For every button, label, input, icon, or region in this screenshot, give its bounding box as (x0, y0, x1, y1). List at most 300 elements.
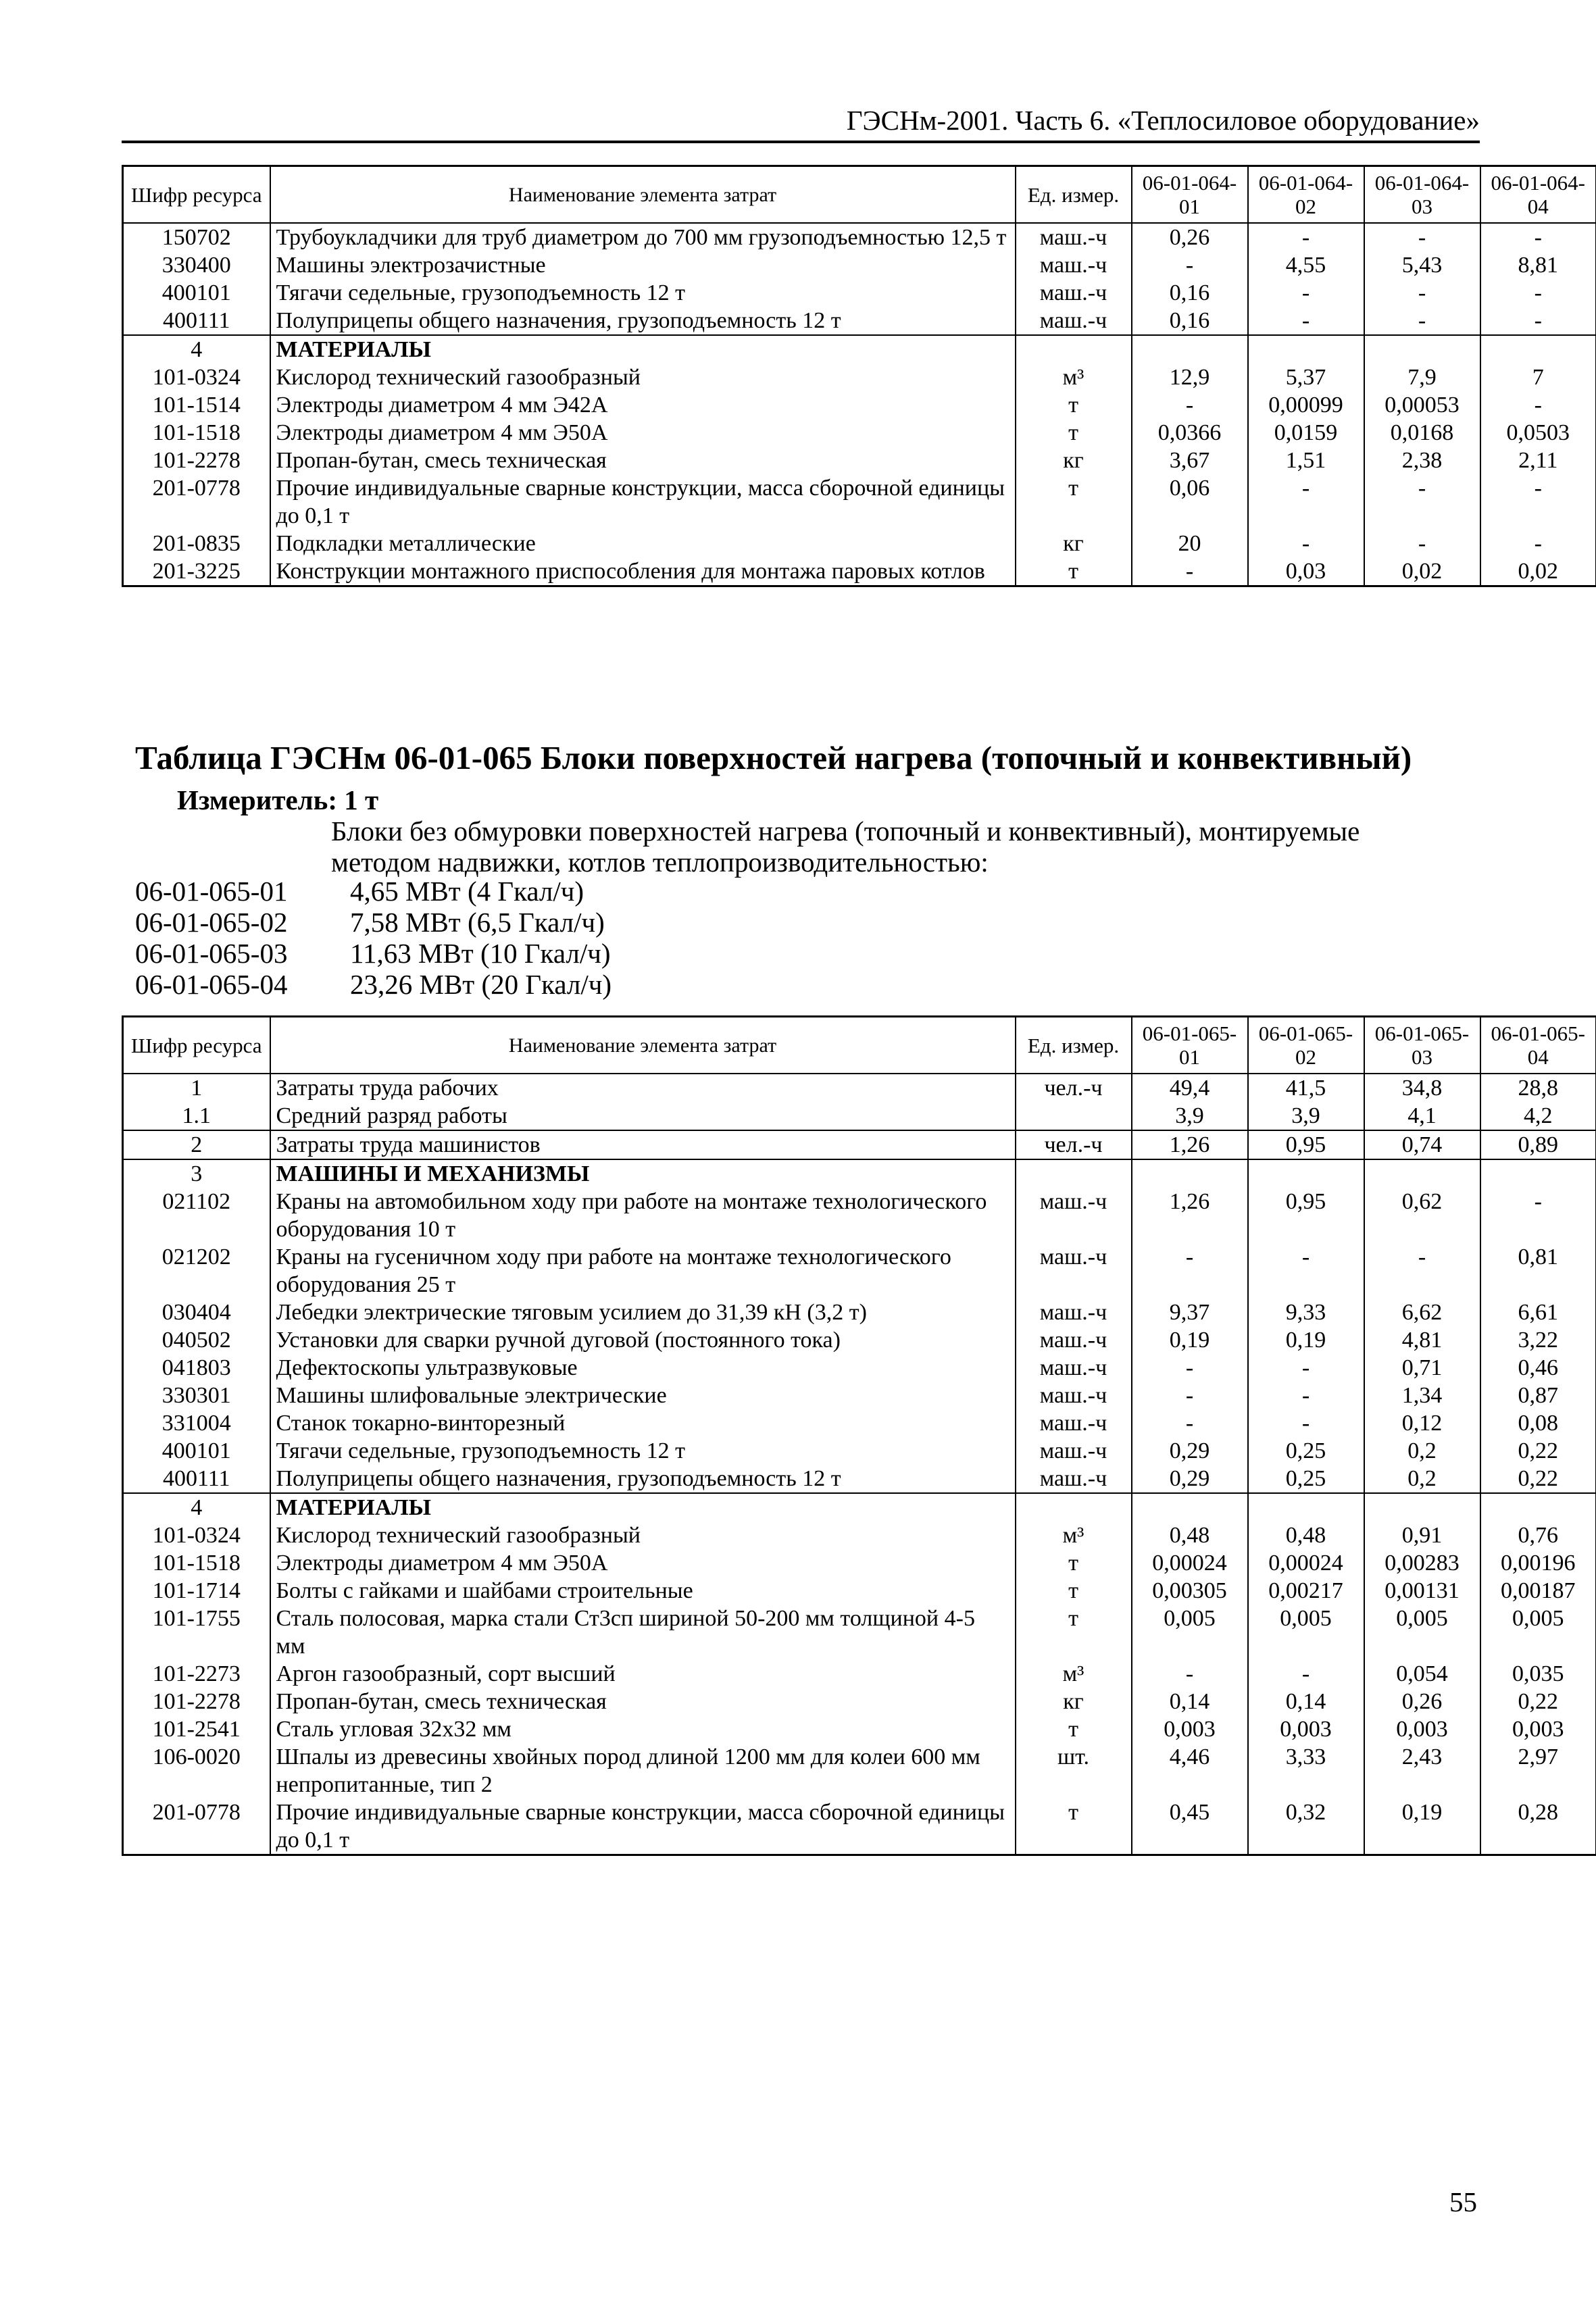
resource-code: 040502 (123, 1326, 270, 1354)
resource-name: Дефектоскопы ультразвуковые (270, 1354, 1016, 1382)
resource-code: 101-2273 (123, 1660, 270, 1688)
resource-name: Полуприцепы общего назначения, грузоподъемность 12 т (270, 1465, 1016, 1493)
value-cell: 4,46 (1132, 1743, 1248, 1799)
value-cell: 0,00187 (1480, 1577, 1596, 1605)
value-cell: 0,02 (1480, 557, 1596, 586)
value-cell: 34,8 (1364, 1074, 1480, 1102)
table-row (123, 1382, 1596, 1409)
value-cell: - (1248, 1660, 1364, 1688)
value-cell (1364, 1159, 1480, 1188)
col-header-variant-2: 06-01-065-02 (1248, 1017, 1364, 1074)
resource-code: 1.1 (123, 1102, 270, 1130)
resource-name: Болты с гайками и шайбами строительные (270, 1577, 1016, 1605)
value-cell: 0,32 (1248, 1799, 1364, 1855)
value-cell: 4,1 (1364, 1102, 1480, 1130)
value-cell: - (1248, 1354, 1364, 1382)
value-cell: 0,02 (1364, 557, 1480, 586)
value-cell: 0,26 (1364, 1688, 1480, 1715)
value-cell: 0,74 (1364, 1130, 1480, 1159)
resource-name: Конструкции монтажного приспособления для монтажа паровых котлов (270, 557, 1016, 586)
unit-cell: м³ (1016, 1660, 1132, 1688)
value-cell: - (1132, 557, 1248, 586)
table-row (123, 1715, 1596, 1743)
value-cell (1248, 1493, 1364, 1521)
col-header-unit: Ед. измер. (1016, 1017, 1132, 1074)
table-row (123, 419, 1596, 447)
value-cell: 2,97 (1480, 1743, 1596, 1799)
resource-name: Трубоукладчики для труб диаметром до 700 мм грузоподъемностью 12,5 т (270, 223, 1016, 251)
table-row (123, 391, 1596, 419)
resource-code: 400101 (123, 279, 270, 307)
unit-cell: маш.-ч (1016, 1354, 1132, 1382)
value-cell: 0,0503 (1480, 419, 1596, 447)
measure-unit: Измеритель: 1 т (177, 784, 379, 815)
value-cell: 9,33 (1248, 1299, 1364, 1326)
value-cell: 0,0366 (1132, 419, 1248, 447)
resource-code: 331004 (123, 1409, 270, 1437)
page-number: 55 (1449, 2186, 1477, 2217)
resource-name: Шпалы из древесины хвойных пород длиной 1200 мм для колеи 600 мм непропитанные, тип 2 (270, 1743, 1016, 1799)
value-cell: 5,43 (1364, 251, 1480, 279)
value-cell: - (1248, 530, 1364, 557)
value-cell: 1,51 (1248, 447, 1364, 474)
value-cell (1480, 1493, 1596, 1521)
table-row (123, 1521, 1596, 1549)
variant-item (135, 969, 612, 1000)
value-cell: - (1248, 223, 1364, 251)
value-cell: 0,005 (1248, 1605, 1364, 1660)
value-cell: - (1132, 251, 1248, 279)
value-cell: 0,00217 (1248, 1577, 1364, 1605)
value-cell: - (1364, 530, 1480, 557)
unit-cell: маш.-ч (1016, 1465, 1132, 1493)
unit-cell: т (1016, 419, 1132, 447)
resource-name: Сталь угловая 32х32 мм (270, 1715, 1016, 1743)
unit-cell: маш.-ч (1016, 223, 1132, 251)
resource-name: Полуприцепы общего назначения, грузоподъемность 12 т (270, 307, 1016, 335)
value-cell: 0,14 (1248, 1688, 1364, 1715)
value-cell: 0,005 (1480, 1605, 1596, 1660)
resource-code: 101-2278 (123, 1688, 270, 1715)
value-cell: 6,62 (1364, 1299, 1480, 1326)
table-row (123, 1243, 1596, 1299)
value-cell: 7,9 (1364, 363, 1480, 391)
col-header-variant-1: 06-01-065-01 (1132, 1017, 1248, 1074)
resource-name: Машины электрозачистные (270, 251, 1016, 279)
section-title: МАШИНЫ И МЕХАНИЗМЫ (270, 1159, 1016, 1188)
value-cell: 0,06 (1132, 474, 1248, 530)
unit-cell: т (1016, 391, 1132, 419)
value-cell: 41,5 (1248, 1074, 1364, 1102)
variant-item (135, 876, 612, 907)
table-row (123, 1188, 1596, 1243)
value-cell: 0,00099 (1248, 391, 1364, 419)
resource-code: 201-0778 (123, 474, 270, 530)
value-cell: 0,22 (1480, 1465, 1596, 1493)
unit-cell: шт. (1016, 1743, 1132, 1799)
table-row (123, 251, 1596, 279)
value-cell: 0,95 (1248, 1188, 1364, 1243)
value-cell: 0,2 (1364, 1437, 1480, 1465)
value-cell: 0,89 (1480, 1130, 1596, 1159)
value-cell: 8,81 (1480, 251, 1596, 279)
value-cell: 0,76 (1480, 1521, 1596, 1549)
unit-cell: м³ (1016, 1521, 1132, 1549)
value-cell: 0,003 (1480, 1715, 1596, 1743)
unit-cell: маш.-ч (1016, 251, 1132, 279)
resource-code: 400101 (123, 1437, 270, 1465)
value-cell (1480, 1159, 1596, 1188)
value-cell: 0,48 (1248, 1521, 1364, 1549)
table-row (123, 1299, 1596, 1326)
table-row (123, 1130, 1596, 1159)
col-header-name: Наименование элемента затрат (270, 1017, 1016, 1074)
value-cell (1132, 335, 1248, 363)
unit-cell: маш.-ч (1016, 1299, 1132, 1326)
resource-code: 330400 (123, 251, 270, 279)
value-cell: - (1364, 1243, 1480, 1299)
value-cell: 0,00024 (1132, 1549, 1248, 1577)
resource-name: Подкладки металлические (270, 530, 1016, 557)
value-cell: 2,43 (1364, 1743, 1480, 1799)
col-header-variant-1: 06-01-064-01 (1132, 166, 1248, 224)
value-cell: - (1364, 223, 1480, 251)
value-cell: 12,9 (1132, 363, 1248, 391)
col-header-variant-3: 06-01-065-03 (1364, 1017, 1480, 1074)
section-title: МАТЕРИАЛЫ (270, 1493, 1016, 1521)
value-cell: 4,55 (1248, 251, 1364, 279)
value-cell (1132, 1159, 1248, 1188)
value-cell: - (1248, 279, 1364, 307)
unit-cell: т (1016, 1605, 1132, 1660)
value-cell: 3,33 (1248, 1743, 1364, 1799)
resource-name: Краны на автомобильном ходу при работе на монтаже технологического оборудования 10 т (270, 1188, 1016, 1243)
resource-code: 101-1755 (123, 1605, 270, 1660)
value-cell: - (1132, 1243, 1248, 1299)
value-cell: 0,62 (1364, 1188, 1480, 1243)
value-cell: - (1132, 391, 1248, 419)
value-cell: - (1132, 1660, 1248, 1688)
unit-cell: т (1016, 557, 1132, 586)
resource-code: 021102 (123, 1188, 270, 1243)
variant-code: 06-01-065-01 (135, 876, 288, 907)
table-body (123, 223, 1596, 586)
value-cell: 0,00131 (1364, 1577, 1480, 1605)
resource-name: Пропан-бутан, смесь техническая (270, 1688, 1016, 1715)
resource-name: Установки для сварки ручной дуговой (постоянного тока) (270, 1326, 1016, 1354)
col-header-variant-3: 06-01-064-03 (1364, 166, 1480, 224)
variant-code: 06-01-065-04 (135, 969, 288, 1000)
value-cell: 1,26 (1132, 1130, 1248, 1159)
value-cell: 0,28 (1480, 1799, 1596, 1855)
table-row (123, 530, 1596, 557)
table-row (123, 1326, 1596, 1354)
unit-cell: кг (1016, 530, 1132, 557)
resource-code: 101-1518 (123, 419, 270, 447)
variant-code: 06-01-065-02 (135, 907, 288, 938)
value-cell: - (1480, 391, 1596, 419)
value-cell: 0,19 (1248, 1326, 1364, 1354)
table-row (123, 1074, 1596, 1102)
resource-code: 400111 (123, 1465, 270, 1493)
resource-code: 1 (123, 1074, 270, 1102)
variant-text: 11,63 МВт (10 Гкал/ч) (350, 938, 611, 969)
table-body (123, 1074, 1596, 1855)
table-row (123, 1688, 1596, 1715)
col-header-variant-4: 06-01-065-04 (1480, 1017, 1596, 1074)
variant-code: 06-01-065-03 (135, 938, 288, 969)
value-cell (1364, 335, 1480, 363)
value-cell: 0,95 (1248, 1130, 1364, 1159)
unit-cell: маш.-ч (1016, 1326, 1132, 1354)
resource-name: Средний разряд работы (270, 1102, 1016, 1130)
value-cell: 6,61 (1480, 1299, 1596, 1326)
value-cell: 0,005 (1364, 1605, 1480, 1660)
value-cell: - (1132, 1382, 1248, 1409)
variant-text: 23,26 МВт (20 Гкал/ч) (350, 969, 612, 1000)
table-header-row (123, 166, 1596, 224)
value-cell: 0,2 (1364, 1465, 1480, 1493)
resource-name: Электроды диаметром 4 мм Э50А (270, 1549, 1016, 1577)
value-cell: - (1480, 279, 1596, 307)
unit-cell: маш.-ч (1016, 1382, 1132, 1409)
unit-cell: чел.-ч (1016, 1074, 1132, 1102)
value-cell: 0,14 (1132, 1688, 1248, 1715)
table-row (123, 363, 1596, 391)
table-row (123, 1437, 1596, 1465)
value-cell: 3,9 (1248, 1102, 1364, 1130)
value-cell: 0,87 (1480, 1382, 1596, 1409)
resource-name: Затраты труда машинистов (270, 1130, 1016, 1159)
value-cell: - (1248, 474, 1364, 530)
value-cell: 0,08 (1480, 1409, 1596, 1437)
resource-code: 101-1514 (123, 391, 270, 419)
unit-cell: т (1016, 1799, 1132, 1855)
value-cell: 0,005 (1132, 1605, 1248, 1660)
resource-name: Лебедки электрические тяговым усилием до 31,39 кН (3,2 т) (270, 1299, 1016, 1326)
value-cell: 0,48 (1132, 1521, 1248, 1549)
unit-cell: т (1016, 474, 1132, 530)
table-row (123, 1799, 1596, 1855)
resource-table-065 (122, 1015, 1596, 1856)
resource-code: 201-3225 (123, 557, 270, 586)
unit-cell: маш.-ч (1016, 1243, 1132, 1299)
unit-cell: маш.-ч (1016, 1437, 1132, 1465)
value-cell: 0,29 (1132, 1437, 1248, 1465)
variant-text: 4,65 МВт (4 Гкал/ч) (350, 876, 584, 907)
table-row (123, 1354, 1596, 1382)
value-cell: 1,34 (1364, 1382, 1480, 1409)
section-row (123, 335, 1596, 363)
unit-cell: чел.-ч (1016, 1130, 1132, 1159)
value-cell: 0,16 (1132, 307, 1248, 335)
value-cell: 0,003 (1248, 1715, 1364, 1743)
unit-cell: т (1016, 1549, 1132, 1577)
value-cell (1132, 1493, 1248, 1521)
resource-code: 201-0835 (123, 530, 270, 557)
table-row (123, 279, 1596, 307)
value-cell: 1,26 (1132, 1188, 1248, 1243)
value-cell: 0,00196 (1480, 1549, 1596, 1577)
running-header: ГЭСНм-2001. Часть 6. «Теплосиловое оборудование» (846, 105, 1480, 136)
resource-name: Тягачи седельные, грузоподъемность 12 т (270, 279, 1016, 307)
value-cell: - (1248, 1243, 1364, 1299)
value-cell: 3,22 (1480, 1326, 1596, 1354)
unit-cell (1016, 1159, 1132, 1188)
value-cell: - (1132, 1354, 1248, 1382)
value-cell: 0,45 (1132, 1799, 1248, 1855)
table-row (123, 1549, 1596, 1577)
value-cell: 0,0159 (1248, 419, 1364, 447)
value-cell: - (1364, 307, 1480, 335)
value-cell: - (1480, 223, 1596, 251)
resource-code: 150702 (123, 223, 270, 251)
col-header-unit: Ед. измер. (1016, 166, 1132, 224)
value-cell: 0,22 (1480, 1688, 1596, 1715)
section-row (123, 1159, 1596, 1188)
unit-cell: кг (1016, 447, 1132, 474)
value-cell: - (1364, 279, 1480, 307)
unit-cell: т (1016, 1577, 1132, 1605)
variant-item (135, 938, 612, 969)
unit-cell: т (1016, 1715, 1132, 1743)
value-cell: - (1248, 307, 1364, 335)
resource-code: 330301 (123, 1382, 270, 1409)
value-cell (1248, 1159, 1364, 1188)
work-description: Блоки без обмуровки поверхностей нагрева (топочный и конвективный), монтируемые методом надвижки, котлов теплопроизводительностью: (331, 815, 1360, 878)
table-row (123, 1605, 1596, 1660)
table-row (123, 1743, 1596, 1799)
table-row (123, 474, 1596, 530)
value-cell: 0,035 (1480, 1660, 1596, 1688)
value-cell: 0,19 (1132, 1326, 1248, 1354)
value-cell: 0,003 (1132, 1715, 1248, 1743)
value-cell: 0,054 (1364, 1660, 1480, 1688)
value-cell: 0,25 (1248, 1437, 1364, 1465)
resource-code: 101-0324 (123, 363, 270, 391)
value-cell: 7 (1480, 363, 1596, 391)
value-cell: 4,81 (1364, 1326, 1480, 1354)
value-cell: - (1480, 307, 1596, 335)
unit-cell: м³ (1016, 363, 1132, 391)
value-cell: 2,11 (1480, 447, 1596, 474)
value-cell: 0,12 (1364, 1409, 1480, 1437)
table-header-row (123, 1017, 1596, 1074)
table-row (123, 1102, 1596, 1130)
value-cell: - (1364, 474, 1480, 530)
value-cell: - (1480, 530, 1596, 557)
value-cell: 2,38 (1364, 447, 1480, 474)
value-cell: 0,19 (1364, 1799, 1480, 1855)
value-cell: 4,2 (1480, 1102, 1596, 1130)
resource-code: 101-0324 (123, 1521, 270, 1549)
section-title: МАТЕРИАЛЫ (270, 335, 1016, 363)
table-title: Таблица ГЭСНм 06-01-065 Блоки поверхностей нагрева (топочный и конвективный) (135, 739, 1412, 776)
resource-table-064 (122, 165, 1596, 587)
resource-code: 400111 (123, 307, 270, 335)
value-cell: 0,0168 (1364, 419, 1480, 447)
resource-name: Электроды диаметром 4 мм Э42А (270, 391, 1016, 419)
resource-code: 101-2278 (123, 447, 270, 474)
unit-cell (1016, 1493, 1132, 1521)
resource-code: 2 (123, 1130, 270, 1159)
resource-code: 4 (123, 335, 270, 363)
value-cell: 0,16 (1132, 279, 1248, 307)
unit-cell: маш.-ч (1016, 1409, 1132, 1437)
resource-code: 030404 (123, 1299, 270, 1326)
value-cell: 0,03 (1248, 557, 1364, 586)
value-cell (1480, 335, 1596, 363)
col-header-code: Шифр ресурса (123, 1017, 270, 1074)
unit-cell: маш.-ч (1016, 279, 1132, 307)
header-rule (122, 141, 1480, 143)
value-cell: - (1248, 1382, 1364, 1409)
resource-code: 101-1518 (123, 1549, 270, 1577)
resource-name: Затраты труда рабочих (270, 1074, 1016, 1102)
value-cell: 0,91 (1364, 1521, 1480, 1549)
resource-code: 3 (123, 1159, 270, 1188)
resource-code: 101-2541 (123, 1715, 270, 1743)
col-header-name: Наименование элемента затрат (270, 166, 1016, 224)
value-cell: 49,4 (1132, 1074, 1248, 1102)
resource-code: 106-0020 (123, 1743, 270, 1799)
unit-cell (1016, 1102, 1132, 1130)
value-cell: 0,00024 (1248, 1549, 1364, 1577)
value-cell (1364, 1493, 1480, 1521)
resource-name: Пропан-бутан, смесь техническая (270, 447, 1016, 474)
col-header-variant-4: 06-01-064-04 (1480, 166, 1596, 224)
value-cell (1248, 335, 1364, 363)
table-row (123, 1577, 1596, 1605)
value-cell: 0,003 (1364, 1715, 1480, 1743)
col-header-variant-2: 06-01-064-02 (1248, 166, 1364, 224)
value-cell: 20 (1132, 530, 1248, 557)
table-row (123, 223, 1596, 251)
value-cell: - (1480, 1188, 1596, 1243)
resource-name: Тягачи седельные, грузоподъемность 12 т (270, 1437, 1016, 1465)
value-cell: - (1132, 1409, 1248, 1437)
resource-code: 041803 (123, 1354, 270, 1382)
resource-code: 4 (123, 1493, 270, 1521)
value-cell: 3,67 (1132, 447, 1248, 474)
resource-code: 201-0778 (123, 1799, 270, 1855)
resource-code: 021202 (123, 1243, 270, 1299)
unit-cell (1016, 335, 1132, 363)
value-cell: 3,9 (1132, 1102, 1248, 1130)
resource-name: Прочие индивидуальные сварные конструкции, масса сборочной единицы до 0,1 т (270, 474, 1016, 530)
value-cell: 0,22 (1480, 1437, 1596, 1465)
value-cell: 0,29 (1132, 1465, 1248, 1493)
value-cell: 0,81 (1480, 1243, 1596, 1299)
value-cell: 28,8 (1480, 1074, 1596, 1102)
table-row (123, 1465, 1596, 1493)
value-cell: 0,00053 (1364, 391, 1480, 419)
value-cell: 5,37 (1248, 363, 1364, 391)
table-row (123, 557, 1596, 586)
resource-name: Краны на гусеничном ходу при работе на монтаже технологического оборудования 25 т (270, 1243, 1016, 1299)
value-cell: 0,00305 (1132, 1577, 1248, 1605)
value-cell: - (1480, 474, 1596, 530)
resource-name: Кислород технический газообразный (270, 1521, 1016, 1549)
resource-name: Кислород технический газообразный (270, 363, 1016, 391)
section-row (123, 1493, 1596, 1521)
variant-list (135, 876, 612, 1000)
table-row (123, 1660, 1596, 1688)
unit-cell: кг (1016, 1688, 1132, 1715)
value-cell: 9,37 (1132, 1299, 1248, 1326)
resource-name: Сталь полосовая, марка стали Ст3сп шириной 50-200 мм толщиной 4-5 мм (270, 1605, 1016, 1660)
value-cell: 0,71 (1364, 1354, 1480, 1382)
